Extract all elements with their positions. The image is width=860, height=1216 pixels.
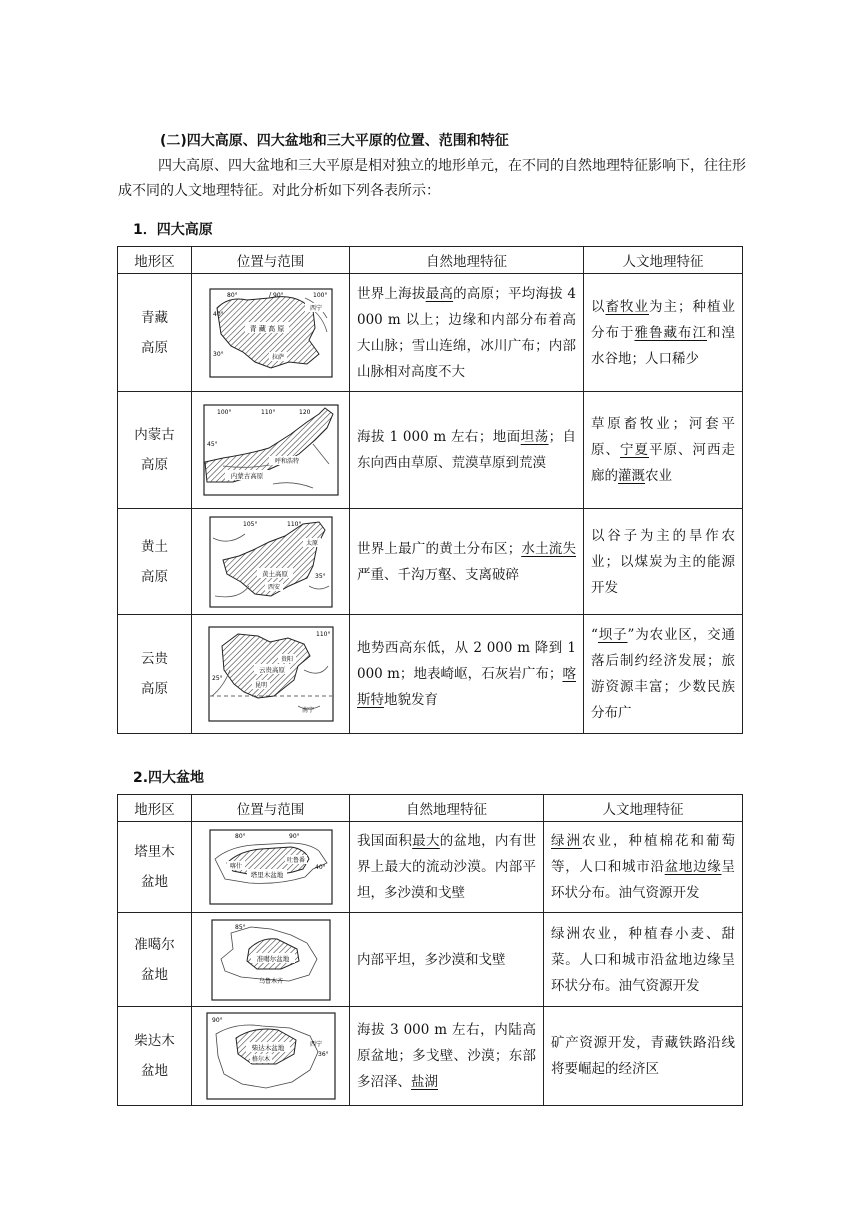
col-header-location: 位置与范围 [192, 795, 350, 822]
svg-text:85°: 85° [234, 923, 246, 931]
section-heading: (二)四大高原、四大盆地和三大平原的位置、范围和特征 [160, 133, 509, 149]
qaidam-map [206, 1012, 336, 1100]
col-header-human: 人文地理特征 [584, 247, 743, 274]
svg-text:105°: 105° [242, 520, 257, 528]
natural-features: 地势西高东低，从 2 000 m 降到 1 000 m；地表崎岖，石灰岩广布；喀斯特地貌发育 [350, 615, 584, 734]
region-name: 内蒙古 高原 [118, 392, 192, 509]
natural-features: 世界上最广的黄土分布区；水土流失严重、千沟万壑、支离破碎 [350, 509, 584, 615]
svg-text:黄土高原: 黄土高原 [261, 569, 288, 578]
svg-text:90°: 90° [211, 1017, 223, 1024]
location-map [192, 913, 350, 1007]
yungui-map [208, 626, 334, 722]
col-header-natural: 自然地理特征 [350, 247, 584, 274]
location-map [192, 615, 350, 734]
svg-text:拉萨: 拉萨 [271, 353, 284, 361]
human-features: 以谷子为主的旱作农业；以煤炭为主的能源开发 [584, 509, 743, 615]
basins-table [117, 794, 743, 1106]
svg-text:青 藏 高 原: 青 藏 高 原 [249, 324, 284, 333]
col-header-location: 位置与范围 [192, 247, 350, 274]
col-header-region: 地形区 [118, 795, 192, 822]
svg-text:塔里木盆地: 塔里木盆地 [250, 871, 283, 879]
svg-text:40°: 40° [314, 864, 326, 871]
plateaus-title: 1．四大高原 [133, 222, 213, 238]
loess-map [209, 516, 333, 608]
svg-text:110°: 110° [260, 409, 275, 416]
svg-text:36°: 36° [317, 1051, 329, 1058]
svg-text:内蒙古高原: 内蒙古高原 [230, 472, 263, 480]
svg-text:喀什: 喀什 [229, 863, 242, 870]
svg-text:呼和浩特: 呼和浩特 [274, 458, 299, 465]
natural-features: 世界上海拔最高的高原；平均海拔 4 000 m 以上；边缘和内部分布着高大山脉；雪山连绵，冰川广布；内部山脉相对高度不大 [350, 274, 584, 392]
svg-text:贵阳: 贵阳 [280, 656, 293, 663]
col-header-natural: 自然地理特征 [350, 795, 544, 822]
location-map [192, 274, 350, 392]
natural-features: 我国面积最大的盆地，内有世界上最大的流动沙漠。内部平坦，多沙漠和戈壁 [350, 822, 544, 913]
region-name: 青藏 高原 [118, 274, 192, 392]
svg-text:80°: 80° [234, 833, 246, 840]
svg-text:80°: 80° [226, 291, 238, 299]
qinghai-tibet-map [209, 288, 333, 378]
svg-text:西宁: 西宁 [309, 304, 322, 312]
region-name: 准噶尔 盆地 [118, 913, 192, 1007]
svg-text:25°: 25° [211, 675, 223, 682]
table-row [118, 913, 743, 1007]
svg-text:乌鲁木齐: 乌鲁木齐 [258, 977, 283, 985]
svg-text:西安: 西安 [267, 583, 280, 591]
human-features: 以畜牧业为主；种植业分布于雅鲁藏布江和湟水谷地；人口稀少 [584, 274, 743, 392]
svg-text:40°: 40° [212, 310, 224, 318]
location-map [192, 822, 350, 913]
table-row [118, 822, 743, 913]
natural-features: 内部平坦，多沙漠和戈壁 [350, 913, 544, 1007]
svg-text:45°: 45° [206, 441, 218, 448]
region-name: 云贵 高原 [118, 615, 192, 734]
plateaus-table [117, 246, 743, 734]
tarim-map [209, 829, 333, 905]
svg-text:110°: 110° [315, 631, 330, 638]
table-row [118, 392, 743, 509]
svg-text:120: 120 [298, 409, 310, 416]
inner-mongolia-map [203, 404, 339, 496]
svg-text:35°: 35° [314, 572, 326, 580]
svg-text:110°: 110° [286, 520, 301, 528]
svg-text:太原: 太原 [305, 539, 318, 547]
region-name: 柴达木 盆地 [118, 1007, 192, 1106]
svg-text:准噶尔盆地: 准噶尔盆地 [256, 954, 289, 963]
basins-title: 2.四大盆地 [133, 770, 205, 786]
location-map [192, 509, 350, 615]
table-header-row [118, 795, 743, 822]
natural-features: 海拔 3 000 m 左右，内陆高原盆地；多戈壁、沙漠；东部多沼泽、盐湖 [350, 1007, 544, 1106]
col-header-human: 人文地理特征 [544, 795, 743, 822]
svg-text:昆明: 昆明 [254, 682, 267, 689]
svg-text:90°: 90° [288, 833, 300, 840]
table-header-row [118, 247, 743, 274]
table-row [118, 274, 743, 392]
intro-paragraph: 四大高原、四大盆地和三大平原是相对独立的地形单元，在不同的自然地理特征影响下，往往形成不同的人文地理特征。对此分析如下列各表所示： [118, 158, 746, 199]
svg-text:格尔木: 格尔木 [251, 1056, 270, 1063]
junggar-map [211, 919, 331, 1001]
table-row [118, 509, 743, 615]
svg-text:吐鲁番: 吐鲁番 [286, 857, 305, 864]
human-features: 草原畜牧业；河套平原、宁夏平原、河西走廊的灌溉农业 [584, 392, 743, 509]
table-row [118, 615, 743, 734]
col-header-region: 地形区 [118, 247, 192, 274]
human-features: 绿洲农业，种植春小麦、甜菜。人口和城市沿盆地边缘呈环状分布。油气资源开发 [544, 913, 743, 1007]
human-features: “坝子”为农业区，交通落后制约经济发展；旅游资源丰富；少数民族分布广 [584, 615, 743, 734]
svg-text:西宁: 西宁 [309, 1041, 322, 1048]
svg-text:100°: 100° [216, 409, 231, 416]
region-name: 塔里木 盆地 [118, 822, 192, 913]
location-map [192, 1007, 350, 1106]
location-map [192, 392, 350, 509]
human-features: 矿产资源开发，青藏铁路沿线将要崛起的经济区 [544, 1007, 743, 1106]
region-name: 黄土 高原 [118, 509, 192, 615]
svg-text:100°: 100° [312, 291, 327, 299]
svg-text:90°: 90° [272, 291, 284, 299]
svg-text:30°: 30° [212, 350, 224, 358]
svg-text:云贵高原: 云贵高原 [258, 666, 285, 674]
table-row [118, 1007, 743, 1106]
natural-features: 海拔 1 000 m 左右；地面坦荡；自东向西由草原、荒漠草原到荒漠 [350, 392, 584, 509]
human-features: 绿洲农业，种植棉花和葡萄等，人口和城市沿盆地边缘呈环状分布。油气资源开发 [544, 822, 743, 913]
svg-text:柴达木盆地: 柴达木盆地 [251, 1044, 284, 1052]
svg-text:南宁: 南宁 [301, 707, 314, 714]
